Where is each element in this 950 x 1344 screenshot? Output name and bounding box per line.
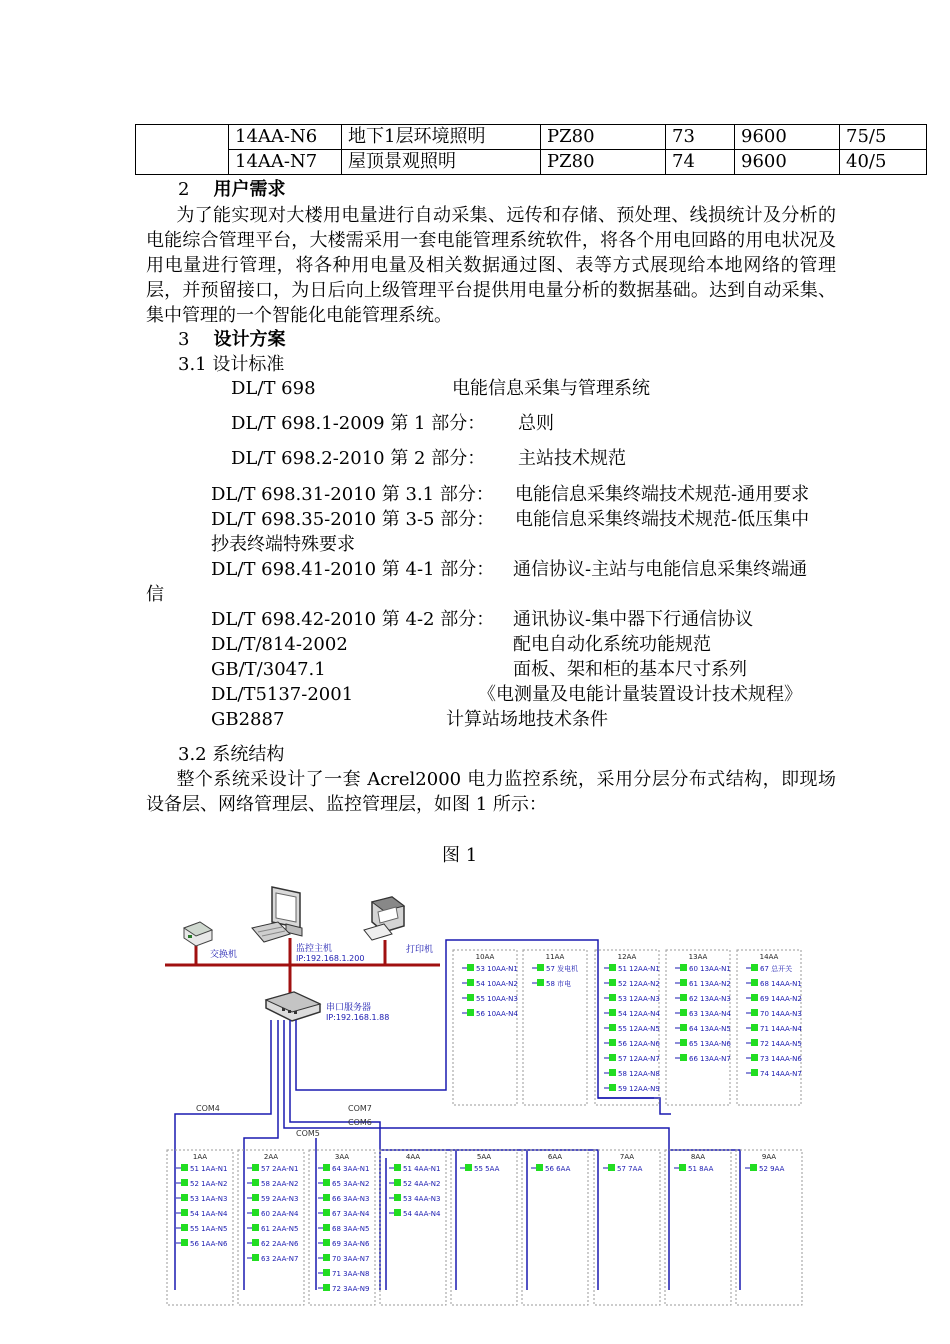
- meter-label: 56 12AA-N6: [618, 1040, 660, 1048]
- meter-label: 73 14AA-N6: [760, 1055, 802, 1063]
- meter-label: 67 总开关: [760, 965, 793, 973]
- standard-code: GB2887: [211, 709, 285, 730]
- com-lines: [175, 940, 740, 1290]
- meter-icon: [751, 1069, 758, 1076]
- meter-label: 60 13AA-N1: [689, 965, 731, 973]
- table-cell: 9600: [735, 125, 840, 150]
- cabinet-name: 9AA: [761, 1153, 777, 1161]
- cabinet-name: 3AA: [334, 1153, 350, 1161]
- printer-icon: [364, 897, 404, 940]
- cabinet-name: 14AA: [759, 953, 779, 961]
- cabinet-frame: [451, 1150, 517, 1305]
- meter-label: 51 8AA: [688, 1165, 714, 1173]
- table-cell: 屋顶景观照明: [342, 150, 541, 175]
- meter-icon: [467, 1009, 474, 1016]
- meter-icon: [680, 979, 687, 986]
- standard-desc-continued: 信: [146, 584, 164, 605]
- cabinet-13AA: [666, 950, 731, 1105]
- meter-icon: [394, 1164, 401, 1171]
- cabinet-name: 10AA: [475, 953, 495, 961]
- meter-icon: [252, 1209, 259, 1216]
- cabinet-name: 8AA: [690, 1153, 706, 1161]
- meter-icon: [609, 1009, 616, 1016]
- meter-icon: [181, 1194, 188, 1201]
- meter-icon: [608, 1164, 615, 1171]
- meter-label: 60 2AA-N4: [261, 1210, 299, 1218]
- table-cell: 73: [666, 125, 735, 150]
- cabinet-10AA: [453, 950, 518, 1105]
- table-cell: 14AA-N7: [229, 150, 342, 175]
- meter-label: 63 2AA-N7: [261, 1255, 299, 1263]
- meter-icon: [609, 1039, 616, 1046]
- meter-label: 70 14AA-N3: [760, 1010, 802, 1018]
- subsection-3-2: 3.2 系统结构: [178, 744, 285, 765]
- meter-label: 51 4AA-N1: [403, 1165, 441, 1173]
- cabinet-6AA: [522, 1150, 588, 1305]
- meter-icon: [323, 1164, 330, 1171]
- section2-num: 2: [178, 179, 190, 200]
- meter-icon: [323, 1179, 330, 1186]
- meter-icon: [680, 1009, 687, 1016]
- meter-icon: [181, 1164, 188, 1171]
- printer-label: 打印机: [406, 945, 434, 955]
- cabinet-12AA: [595, 950, 660, 1105]
- meter-icon: [609, 1069, 616, 1076]
- meter-icon: [467, 994, 474, 1001]
- meter-label: 59 12AA-N9: [618, 1085, 660, 1093]
- meter-label: 52 12AA-N2: [618, 980, 660, 988]
- meter-label: 53 4AA-N3: [403, 1195, 441, 1203]
- meter-icon: [536, 1164, 543, 1171]
- standard-code: GB/T/3047.1: [211, 659, 326, 680]
- standard-desc: 通讯协议-集中器下行通信协议: [513, 609, 754, 630]
- meter-label: 71 3AA-N8: [332, 1270, 370, 1278]
- standard-code: DL/T 698.41-2010 第 4-1 部分：: [211, 559, 495, 580]
- meter-label: 65 3AA-N2: [332, 1180, 370, 1188]
- meter-icon: [181, 1209, 188, 1216]
- meter-icon: [323, 1194, 330, 1201]
- cabinet-name: 2AA: [263, 1153, 279, 1161]
- meter-icon: [323, 1254, 330, 1261]
- cabinet-frame: [594, 1150, 660, 1305]
- cabinet-5AA: [451, 1150, 517, 1305]
- cabinet-14AA: [737, 950, 802, 1105]
- meter-icon: [751, 1009, 758, 1016]
- meter-icon: [252, 1194, 259, 1201]
- meter-label: 53 1AA-N3: [190, 1195, 228, 1203]
- cabinet-7AA: [594, 1150, 660, 1305]
- meter-label: 66 13AA-N7: [689, 1055, 731, 1063]
- standard-desc: 配电自动化系统功能规范: [513, 634, 711, 655]
- standard-code: DL/T 698.31-2010 第 3.1 部分：: [211, 484, 494, 505]
- cabinet-4AA: [380, 1150, 446, 1305]
- meter-icon: [751, 1024, 758, 1031]
- meter-icon: [465, 1164, 472, 1171]
- meter-icon: [609, 1054, 616, 1061]
- meter-icon: [751, 1054, 758, 1061]
- cabinet-name: 5AA: [476, 1153, 492, 1161]
- meter-label: 51 12AA-N1: [618, 965, 660, 973]
- meter-icon: [751, 979, 758, 986]
- standard-desc-continued: 抄表终端特殊要求: [211, 534, 355, 555]
- meter-label: 71 14AA-N4: [760, 1025, 802, 1033]
- meter-icon: [751, 994, 758, 1001]
- meter-label: 53 12AA-N3: [618, 995, 660, 1003]
- meter-label: 72 14AA-N5: [760, 1040, 802, 1048]
- meter-icon: [751, 964, 758, 971]
- meter-icon: [394, 1209, 401, 1216]
- cabinet-11AA: [523, 950, 587, 1105]
- serial-ip: IP:192.168.1.88: [326, 1013, 390, 1022]
- serial-server-icon: [266, 992, 320, 1021]
- cabinet-1AA: [167, 1150, 233, 1305]
- meter-label: 64 3AA-N1: [332, 1165, 370, 1173]
- standard-code: DL/T 698.35-2010 第 3-5 部分：: [211, 509, 495, 530]
- switch-label: 交换机: [210, 950, 238, 960]
- standard-desc: 通信协议-主站与电能信息采集终端通: [513, 559, 808, 580]
- meter-icon: [394, 1194, 401, 1201]
- meter-icon: [537, 964, 544, 971]
- meter-label: 58 12AA-N8: [618, 1070, 660, 1078]
- meter-icon: [323, 1269, 330, 1276]
- standard-desc: 主站技术规范: [518, 448, 626, 469]
- meter-label: 55 10AA-N3: [476, 995, 518, 1003]
- meter-label: 72 3AA-N9: [332, 1285, 370, 1293]
- standard-desc: 面板、架和柜的基本尺寸系列: [513, 659, 747, 680]
- meter-icon: [467, 979, 474, 986]
- meter-icon: [680, 1054, 687, 1061]
- meter-label: 51 1AA-N1: [190, 1165, 228, 1173]
- meter-label: 56 10AA-N4: [476, 1010, 518, 1018]
- meter-label: 74 14AA-N7: [760, 1070, 802, 1078]
- standard-desc: 电能信息采集与管理系统: [452, 378, 650, 399]
- meter-icon: [680, 1024, 687, 1031]
- meter-label: 65 13AA-N6: [689, 1040, 731, 1048]
- cabinet-frame: [736, 1150, 802, 1305]
- meter-label: 56 1AA-N6: [190, 1240, 228, 1248]
- section2-text: 为了能实现对大楼用电量进行自动采集、远传和存储、预处理、线损统计及分析的电能综合管理平台，大楼需采用一套电能管理系统软件，将各个用电回路的用电状况及用电量进行管理，将各种用电量及相关数据通过图、表等方式展现给本地网络的管理层，并预留接口，为日后向上级管理平台提供用电量分析的数据基础。达到自动采集、集中管理的一个智能化电能管理系统。: [146, 205, 836, 326]
- meter-label: 52 9AA: [759, 1165, 785, 1173]
- standard-code: DL/T 698.42-2010 第 4-2 部分：: [211, 609, 495, 630]
- cabinet-frame: [522, 1150, 588, 1305]
- meter-label: 70 3AA-N7: [332, 1255, 370, 1263]
- meter-label: 61 13AA-N2: [689, 980, 731, 988]
- standard-desc: 电能信息采集终端技术规范-通用要求: [515, 484, 810, 505]
- section3-num: 3: [178, 329, 190, 350]
- meter-label: 59 2AA-N3: [261, 1195, 299, 1203]
- meter-label: 62 13AA-N3: [689, 995, 731, 1003]
- meter-label: 55 1AA-N5: [190, 1225, 228, 1233]
- cabinet-name: 4AA: [405, 1153, 421, 1161]
- meter-icon: [323, 1284, 330, 1291]
- table-cell: 74: [666, 150, 735, 175]
- meter-label: 69 3AA-N6: [332, 1240, 370, 1248]
- meter-label: 62 2AA-N6: [261, 1240, 299, 1248]
- meter-icon: [394, 1179, 401, 1186]
- com4-label: COM4: [196, 1104, 220, 1113]
- standard-code: DL/T 698.1-2009 第 1 部分：: [231, 413, 486, 434]
- table-cell: 75/5: [840, 125, 927, 150]
- meter-icon: [252, 1179, 259, 1186]
- cabinet-name: 13AA: [688, 953, 708, 961]
- standard-desc: 总则: [518, 413, 554, 434]
- meter-icon: [679, 1164, 686, 1171]
- meter-label: 52 1AA-N2: [190, 1180, 228, 1188]
- meter-icon: [252, 1239, 259, 1246]
- standard-code: DL/T 698: [231, 378, 316, 399]
- cabinet-name: 7AA: [619, 1153, 635, 1161]
- meter-icon: [680, 1039, 687, 1046]
- cabinet-frame: [380, 1150, 446, 1305]
- cabinet-2AA: [238, 1150, 304, 1305]
- cabinet-frame: [665, 1150, 731, 1305]
- meter-label: 66 3AA-N3: [332, 1195, 370, 1203]
- meter-icon: [323, 1239, 330, 1246]
- meter-label: 68 14AA-N1: [760, 980, 802, 988]
- meter-icon: [181, 1224, 188, 1231]
- meter-label: 53 10AA-N1: [476, 965, 518, 973]
- figure-caption: 图 1: [442, 845, 478, 866]
- meter-label: 61 2AA-N5: [261, 1225, 299, 1233]
- meter-label: 52 4AA-N2: [403, 1180, 441, 1188]
- meter-label: 55 5AA: [474, 1165, 500, 1173]
- table-cell: PZ80: [541, 150, 666, 175]
- meter-icon: [609, 979, 616, 986]
- standard-code: DL/T 698.2-2010 第 2 部分：: [231, 448, 486, 469]
- standard-code: DL/T5137-2001: [211, 684, 354, 705]
- cabinet-frame: [453, 950, 517, 1105]
- table-cell: 14AA-N6: [229, 125, 342, 150]
- meter-icon: [680, 994, 687, 1001]
- meter-label: 57 发电机: [546, 965, 579, 973]
- meter-label: 54 1AA-N4: [190, 1210, 228, 1218]
- meter-label: 58 市电: [546, 980, 572, 988]
- cabinet-name: 12AA: [617, 953, 637, 961]
- com4-line: [175, 1020, 271, 1290]
- meter-icon: [609, 964, 616, 971]
- subsection-3-1: 3.1 设计标准: [178, 354, 285, 375]
- meter-icon: [751, 1039, 758, 1046]
- serial-label: 串口服务器: [326, 1003, 372, 1013]
- meter-label: 67 3AA-N4: [332, 1210, 370, 1218]
- cabinet-8AA: [665, 1150, 731, 1305]
- section3-title: 设计方案: [213, 329, 286, 350]
- meter-icon: [609, 1084, 616, 1091]
- table-cell: 9600: [735, 150, 840, 175]
- meter-icon: [467, 964, 474, 971]
- meter-label: 64 13AA-N5: [689, 1025, 731, 1033]
- table-cell: 地下1层环境照明: [342, 125, 541, 150]
- meter-icon: [181, 1179, 188, 1186]
- meter-label: 54 12AA-N4: [618, 1010, 660, 1018]
- com-line-top-ext: [598, 1098, 671, 1114]
- meter-label: 57 7AA: [617, 1165, 643, 1173]
- com7-label: COM7: [348, 1104, 372, 1113]
- meter-icon: [609, 1024, 616, 1031]
- meter-icon: [680, 964, 687, 971]
- meter-icon: [609, 994, 616, 1001]
- meter-label: 56 6AA: [545, 1165, 571, 1173]
- monitor-icon: [252, 887, 302, 942]
- meter-icon: [323, 1209, 330, 1216]
- standard-desc: 《电测量及电能计量装置设计技术规程》: [478, 684, 802, 705]
- cabinet-3AA: [309, 1150, 375, 1305]
- meter-icon: [181, 1239, 188, 1246]
- com5-label: COM5: [296, 1129, 320, 1138]
- meter-label: 68 3AA-N5: [332, 1225, 370, 1233]
- meter-label: 55 12AA-N5: [618, 1025, 660, 1033]
- cabinet-name: 1AA: [192, 1153, 208, 1161]
- meter-label: 63 13AA-N4: [689, 1010, 731, 1018]
- meter-label: 69 14AA-N2: [760, 995, 802, 1003]
- switch-icon: [184, 922, 212, 946]
- com6-label: COM6: [348, 1118, 372, 1127]
- host-ip: IP:192.168.1.200: [296, 954, 365, 963]
- meter-icon: [323, 1224, 330, 1231]
- host-label: 监控主机: [296, 944, 333, 954]
- cabinet-9AA: [736, 1150, 802, 1305]
- meter-icon: [537, 979, 544, 986]
- cabinet-name: 11AA: [545, 953, 565, 961]
- meter-label: 57 2AA-N1: [261, 1165, 299, 1173]
- meter-icon: [252, 1224, 259, 1231]
- standard-code: DL/T/814-2002: [211, 634, 348, 655]
- meter-icon: [252, 1164, 259, 1171]
- standard-desc: 计算站场地技术条件: [446, 709, 608, 730]
- meter-label: 57 12AA-N7: [618, 1055, 660, 1063]
- meter-icon: [750, 1164, 757, 1171]
- cabinet-name: 6AA: [547, 1153, 563, 1161]
- section3-2-text: 整个系统采设计了一套 Acrel2000 电力监控系统，采用分层分布式结构，即现场设备层、网络管理层、监控管理层，如图 1 所示：: [146, 769, 836, 815]
- section2-title: 用户需求: [213, 179, 286, 200]
- standard-desc: 电能信息采集终端技术规范-低压集中: [515, 509, 810, 530]
- cabinet-frame: [523, 950, 587, 1105]
- meter-icon: [252, 1254, 259, 1261]
- meter-label: 54 10AA-N2: [476, 980, 518, 988]
- table-cell: 40/5: [840, 150, 927, 175]
- meter-label: 58 2AA-N2: [261, 1180, 299, 1188]
- meter-label: 54 4AA-N4: [403, 1210, 441, 1218]
- table-cell: PZ80: [541, 125, 666, 150]
